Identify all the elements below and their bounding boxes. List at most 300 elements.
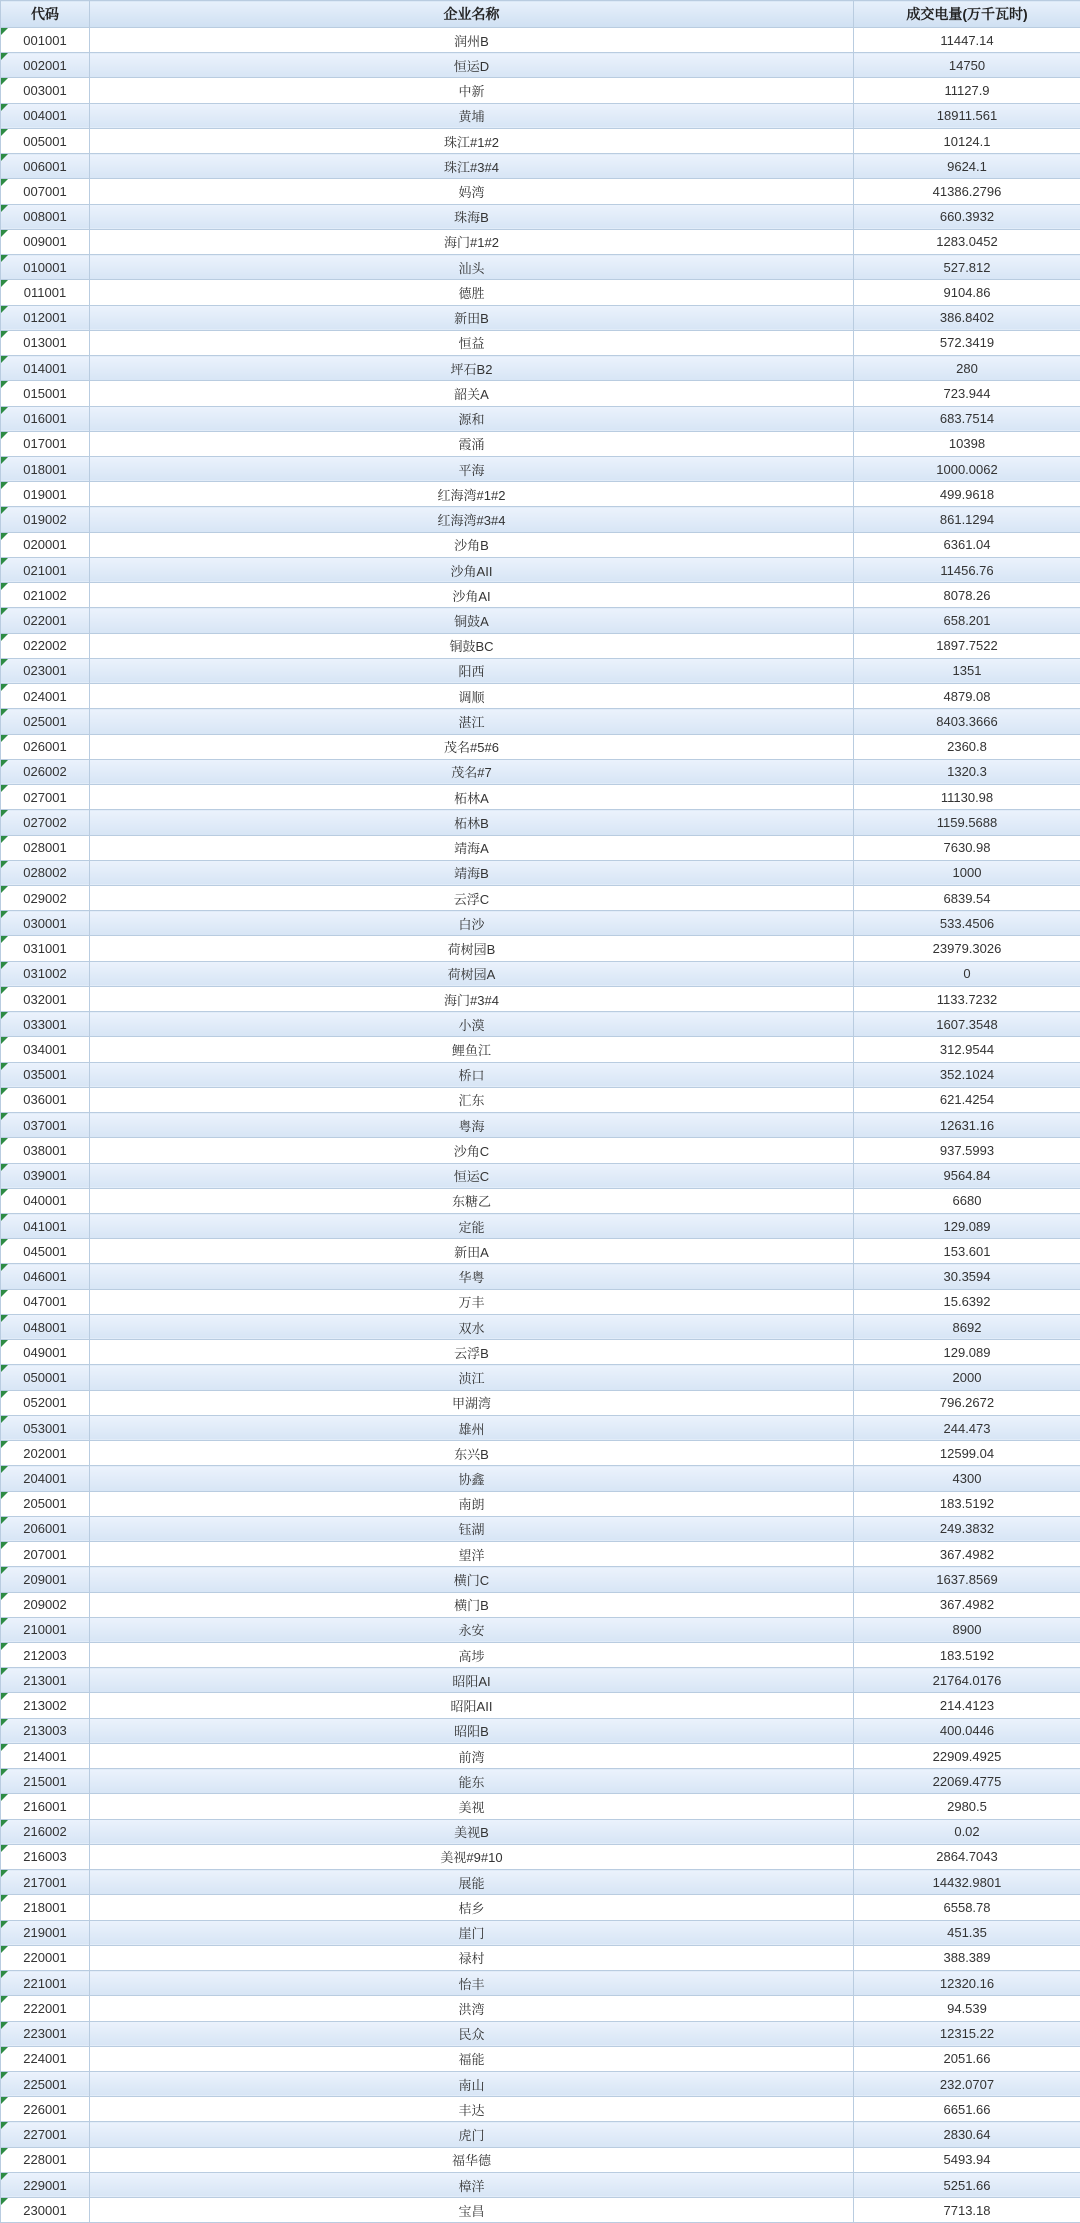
cell-code: 223001	[1, 2021, 90, 2046]
cell-code: 225001	[1, 2071, 90, 2096]
cell-enterprise-name: 恒运D	[90, 53, 854, 78]
cell-code: 220001	[1, 1945, 90, 1970]
cell-traded-volume: 11447.14	[854, 28, 1080, 53]
cell-enterprise-name: 润州B	[90, 28, 854, 53]
cell-enterprise-name: 昭阳B	[90, 1718, 854, 1743]
number-as-text-indicator-icon	[1, 1290, 8, 1297]
cell-code: 214001	[1, 1743, 90, 1768]
number-as-text-indicator-icon	[1, 53, 8, 60]
cell-code: 016001	[1, 406, 90, 431]
number-as-text-indicator-icon	[1, 962, 8, 969]
table-row	[1, 128, 1080, 153]
cell-code: 205001	[1, 1491, 90, 1516]
cell-traded-volume: 7713.18	[854, 2198, 1080, 2223]
number-as-text-indicator-icon	[1, 785, 8, 792]
cell-code: 014001	[1, 356, 90, 381]
cell-enterprise-name: 荷树园B	[90, 936, 854, 961]
number-as-text-indicator-icon	[1, 1668, 8, 1675]
cell-traded-volume: 796.2672	[854, 1390, 1080, 1415]
number-as-text-indicator-icon	[1, 1391, 8, 1398]
table-row	[1, 1516, 1080, 1541]
cell-traded-volume: 937.5993	[854, 1138, 1080, 1163]
cell-traded-volume: 8403.3666	[854, 709, 1080, 734]
cell-code: 031001	[1, 936, 90, 961]
cell-enterprise-name: 横门B	[90, 1592, 854, 1617]
table-row	[1, 1163, 1080, 1188]
cell-enterprise-name: 海门#3#4	[90, 986, 854, 1011]
number-as-text-indicator-icon	[1, 28, 8, 35]
table-row	[1, 1188, 1080, 1213]
cell-traded-volume: 244.473	[854, 1415, 1080, 1440]
cell-traded-volume: 527.812	[854, 255, 1080, 280]
table-row	[1, 557, 1080, 582]
cell-enterprise-name: 望洋	[90, 1542, 854, 1567]
table-row	[1, 2172, 1080, 2197]
cell-code: 210001	[1, 1617, 90, 1642]
table-row	[1, 2046, 1080, 2071]
table-row	[1, 1441, 1080, 1466]
number-as-text-indicator-icon	[1, 1643, 8, 1650]
number-as-text-indicator-icon	[1, 1315, 8, 1322]
cell-traded-volume: 1283.0452	[854, 229, 1080, 254]
number-as-text-indicator-icon	[1, 836, 8, 843]
table-row	[1, 456, 1080, 481]
table-row	[1, 154, 1080, 179]
cell-enterprise-name: 云浮C	[90, 885, 854, 910]
cell-code: 217001	[1, 1870, 90, 1895]
number-as-text-indicator-icon	[1, 1693, 8, 1700]
cell-enterprise-name: 靖海A	[90, 835, 854, 860]
cell-code: 039001	[1, 1163, 90, 1188]
cell-code: 215001	[1, 1769, 90, 1794]
cell-enterprise-name: 虎门	[90, 2122, 854, 2147]
table-row	[1, 734, 1080, 759]
table-row	[1, 1340, 1080, 1365]
cell-code: 216002	[1, 1819, 90, 1844]
number-as-text-indicator-icon	[1, 205, 8, 212]
table-row	[1, 1365, 1080, 1390]
cell-enterprise-name: 沙角AI	[90, 583, 854, 608]
table-row	[1, 1870, 1080, 1895]
table-row	[1, 1012, 1080, 1037]
table-row	[1, 179, 1080, 204]
cell-code: 226001	[1, 2097, 90, 2122]
table-row	[1, 255, 1080, 280]
cell-enterprise-name: 怡丰	[90, 1971, 854, 1996]
cell-code: 207001	[1, 1542, 90, 1567]
cell-traded-volume: 6558.78	[854, 1895, 1080, 1920]
cell-enterprise-name: 民众	[90, 2021, 854, 2046]
cell-code: 219001	[1, 1920, 90, 1945]
cell-code: 218001	[1, 1895, 90, 1920]
table-row	[1, 2147, 1080, 2172]
cell-enterprise-name: 湛江	[90, 709, 854, 734]
cell-traded-volume: 129.089	[854, 1214, 1080, 1239]
cell-traded-volume: 249.3832	[854, 1516, 1080, 1541]
cell-traded-volume: 129.089	[854, 1340, 1080, 1365]
cell-enterprise-name: 小漠	[90, 1012, 854, 1037]
number-as-text-indicator-icon	[1, 1264, 8, 1271]
cell-traded-volume: 0	[854, 961, 1080, 986]
cell-code: 053001	[1, 1415, 90, 1440]
cell-traded-volume: 6651.66	[854, 2097, 1080, 2122]
cell-code: 007001	[1, 179, 90, 204]
cell-enterprise-name: 霞涌	[90, 431, 854, 456]
cell-code: 001001	[1, 28, 90, 53]
cell-traded-volume: 0.02	[854, 1819, 1080, 1844]
cell-traded-volume: 12315.22	[854, 2021, 1080, 2046]
number-as-text-indicator-icon	[1, 2022, 8, 2029]
number-as-text-indicator-icon	[1, 1441, 8, 1448]
number-as-text-indicator-icon	[1, 1593, 8, 1600]
cell-traded-volume: 4879.08	[854, 684, 1080, 709]
cell-traded-volume: 153.601	[854, 1239, 1080, 1264]
cell-code: 034001	[1, 1037, 90, 1062]
cell-enterprise-name: 钰湖	[90, 1516, 854, 1541]
cell-code: 209001	[1, 1567, 90, 1592]
table-row	[1, 810, 1080, 835]
table-row	[1, 936, 1080, 961]
cell-traded-volume: 18911.561	[854, 103, 1080, 128]
cell-code: 046001	[1, 1264, 90, 1289]
table-row	[1, 860, 1080, 885]
cell-code: 040001	[1, 1188, 90, 1213]
cell-traded-volume: 2000	[854, 1365, 1080, 1390]
cell-traded-volume: 14432.9801	[854, 1870, 1080, 1895]
table-header	[1, 1, 1080, 28]
cell-traded-volume: 499.9618	[854, 482, 1080, 507]
cell-enterprise-name: 甲湖湾	[90, 1390, 854, 1415]
number-as-text-indicator-icon	[1, 1340, 8, 1347]
cell-enterprise-name: 美视B	[90, 1819, 854, 1844]
cell-traded-volume: 388.389	[854, 1945, 1080, 1970]
cell-enterprise-name: 协鑫	[90, 1466, 854, 1491]
cell-enterprise-name: 珠海B	[90, 204, 854, 229]
number-as-text-indicator-icon	[1, 608, 8, 615]
number-as-text-indicator-icon	[1, 407, 8, 414]
cell-traded-volume: 400.0446	[854, 1718, 1080, 1743]
cell-enterprise-name: 粤海	[90, 1113, 854, 1138]
cell-traded-volume: 1637.8569	[854, 1567, 1080, 1592]
cell-code: 021001	[1, 557, 90, 582]
number-as-text-indicator-icon	[1, 659, 8, 666]
cell-code: 015001	[1, 381, 90, 406]
table-row	[1, 204, 1080, 229]
cell-code: 022001	[1, 608, 90, 633]
cell-enterprise-name: 红海湾#1#2	[90, 482, 854, 507]
cell-enterprise-name: 福华德	[90, 2147, 854, 2172]
cell-traded-volume: 2830.64	[854, 2122, 1080, 2147]
table-row	[1, 1971, 1080, 1996]
cell-traded-volume: 2360.8	[854, 734, 1080, 759]
cell-enterprise-name: 白沙	[90, 911, 854, 936]
table-row	[1, 709, 1080, 734]
cell-traded-volume: 1000.0062	[854, 456, 1080, 481]
number-as-text-indicator-icon	[1, 936, 8, 943]
cell-code: 019002	[1, 507, 90, 532]
cell-traded-volume: 11456.76	[854, 557, 1080, 582]
cell-enterprise-name: 茂名#7	[90, 759, 854, 784]
cell-code: 028001	[1, 835, 90, 860]
cell-enterprise-name: 万丰	[90, 1289, 854, 1314]
cell-traded-volume: 367.4982	[854, 1592, 1080, 1617]
number-as-text-indicator-icon	[1, 2148, 8, 2155]
cell-traded-volume: 312.9544	[854, 1037, 1080, 1062]
cell-enterprise-name: 南朗	[90, 1491, 854, 1516]
cell-enterprise-name: 平海	[90, 456, 854, 481]
table-row	[1, 1138, 1080, 1163]
cell-enterprise-name: 能东	[90, 1769, 854, 1794]
cell-code: 004001	[1, 103, 90, 128]
table-row	[1, 1693, 1080, 1718]
cell-enterprise-name: 柘林A	[90, 785, 854, 810]
number-as-text-indicator-icon	[1, 1895, 8, 1902]
cell-traded-volume: 23979.3026	[854, 936, 1080, 961]
cell-code: 204001	[1, 1466, 90, 1491]
column-header-volume: 成交电量(万千瓦时)	[854, 1, 1080, 28]
table-row	[1, 1037, 1080, 1062]
header-row	[1, 1, 1080, 28]
cell-traded-volume: 10398	[854, 431, 1080, 456]
table-row	[1, 1920, 1080, 1945]
cell-code: 030001	[1, 911, 90, 936]
table-row	[1, 1743, 1080, 1768]
cell-code: 050001	[1, 1365, 90, 1390]
cell-code: 009001	[1, 229, 90, 254]
number-as-text-indicator-icon	[1, 331, 8, 338]
cell-enterprise-name: 华粤	[90, 1264, 854, 1289]
number-as-text-indicator-icon	[1, 129, 8, 136]
table-row	[1, 1617, 1080, 1642]
cell-code: 033001	[1, 1012, 90, 1037]
cell-enterprise-name: 铜鼓BC	[90, 633, 854, 658]
table-row	[1, 1390, 1080, 1415]
cell-enterprise-name: 珠江#1#2	[90, 128, 854, 153]
number-as-text-indicator-icon	[1, 1517, 8, 1524]
table-row	[1, 1769, 1080, 1794]
table-row	[1, 1466, 1080, 1491]
table-row	[1, 330, 1080, 355]
number-as-text-indicator-icon	[1, 886, 8, 893]
number-as-text-indicator-icon	[1, 533, 8, 540]
cell-traded-volume: 1159.5688	[854, 810, 1080, 835]
cell-enterprise-name: 阳西	[90, 658, 854, 683]
number-as-text-indicator-icon	[1, 356, 8, 363]
table-row	[1, 1945, 1080, 1970]
cell-enterprise-name: 崖门	[90, 1920, 854, 1945]
cell-traded-volume: 683.7514	[854, 406, 1080, 431]
cell-enterprise-name: 丰达	[90, 2097, 854, 2122]
cell-enterprise-name: 茂名#5#6	[90, 734, 854, 759]
cell-enterprise-name: 横门C	[90, 1567, 854, 1592]
cell-traded-volume: 6361.04	[854, 532, 1080, 557]
cell-traded-volume: 11130.98	[854, 785, 1080, 810]
number-as-text-indicator-icon	[1, 432, 8, 439]
number-as-text-indicator-icon	[1, 78, 8, 85]
cell-enterprise-name: 源和	[90, 406, 854, 431]
number-as-text-indicator-icon	[1, 1921, 8, 1928]
table-row	[1, 658, 1080, 683]
table-row	[1, 835, 1080, 860]
cell-traded-volume: 5251.66	[854, 2172, 1080, 2197]
cell-traded-volume: 7630.98	[854, 835, 1080, 860]
cell-traded-volume: 14750	[854, 53, 1080, 78]
table-row	[1, 1542, 1080, 1567]
cell-code: 048001	[1, 1314, 90, 1339]
cell-code: 027001	[1, 785, 90, 810]
table-row	[1, 1895, 1080, 1920]
cell-traded-volume: 6839.54	[854, 885, 1080, 910]
table-row	[1, 431, 1080, 456]
table-row	[1, 1214, 1080, 1239]
cell-traded-volume: 41386.2796	[854, 179, 1080, 204]
cell-enterprise-name: 靖海B	[90, 860, 854, 885]
table-row	[1, 78, 1080, 103]
number-as-text-indicator-icon	[1, 1214, 8, 1221]
cell-enterprise-name: 禄村	[90, 1945, 854, 1970]
number-as-text-indicator-icon	[1, 861, 8, 868]
table-row	[1, 381, 1080, 406]
cell-enterprise-name: 韶关A	[90, 381, 854, 406]
cell-traded-volume: 5493.94	[854, 2147, 1080, 2172]
cell-enterprise-name: 珠江#3#4	[90, 154, 854, 179]
table-row	[1, 785, 1080, 810]
number-as-text-indicator-icon	[1, 1239, 8, 1246]
cell-traded-volume: 6680	[854, 1188, 1080, 1213]
table-row	[1, 28, 1080, 53]
cell-enterprise-name: 恒运C	[90, 1163, 854, 1188]
cell-code: 222001	[1, 1996, 90, 2021]
number-as-text-indicator-icon	[1, 1618, 8, 1625]
cell-enterprise-name: 沙角C	[90, 1138, 854, 1163]
table-row	[1, 1491, 1080, 1516]
table-row	[1, 759, 1080, 784]
cell-traded-volume: 352.1024	[854, 1062, 1080, 1087]
number-as-text-indicator-icon	[1, 1820, 8, 1827]
number-as-text-indicator-icon	[1, 810, 8, 817]
cell-code: 002001	[1, 53, 90, 78]
table-row	[1, 1314, 1080, 1339]
cell-code: 021002	[1, 583, 90, 608]
table-row	[1, 1113, 1080, 1138]
cell-enterprise-name: 荷树园A	[90, 961, 854, 986]
column-header-name: 企业名称	[90, 1, 854, 28]
cell-code: 202001	[1, 1441, 90, 1466]
cell-enterprise-name: 樟洋	[90, 2172, 854, 2197]
table-row	[1, 2198, 1080, 2223]
number-as-text-indicator-icon	[1, 1794, 8, 1801]
cell-traded-volume: 533.4506	[854, 911, 1080, 936]
column-header-code: 代码	[1, 1, 90, 28]
table-row	[1, 633, 1080, 658]
cell-code: 028002	[1, 860, 90, 885]
table-row	[1, 684, 1080, 709]
cell-enterprise-name: 宝昌	[90, 2198, 854, 2223]
table-row	[1, 532, 1080, 557]
cell-code: 224001	[1, 2046, 90, 2071]
cell-code: 227001	[1, 2122, 90, 2147]
cell-enterprise-name: 双水	[90, 1314, 854, 1339]
cell-enterprise-name: 东糖乙	[90, 1188, 854, 1213]
number-as-text-indicator-icon	[1, 2047, 8, 2054]
number-as-text-indicator-icon	[1, 987, 8, 994]
table-row	[1, 911, 1080, 936]
number-as-text-indicator-icon	[1, 306, 8, 313]
cell-enterprise-name: 浈江	[90, 1365, 854, 1390]
cell-code: 011001	[1, 280, 90, 305]
cell-code: 025001	[1, 709, 90, 734]
table-row	[1, 1668, 1080, 1693]
cell-enterprise-name: 红海湾#3#4	[90, 507, 854, 532]
cell-enterprise-name: 永安	[90, 1617, 854, 1642]
table-row	[1, 1289, 1080, 1314]
cell-code: 012001	[1, 305, 90, 330]
number-as-text-indicator-icon	[1, 507, 8, 514]
number-as-text-indicator-icon	[1, 1113, 8, 1120]
number-as-text-indicator-icon	[1, 1719, 8, 1726]
cell-code: 005001	[1, 128, 90, 153]
cell-traded-volume: 22069.4775	[854, 1769, 1080, 1794]
table-row	[1, 1996, 1080, 2021]
cell-enterprise-name: 汇东	[90, 1087, 854, 1112]
cell-traded-volume: 658.201	[854, 608, 1080, 633]
number-as-text-indicator-icon	[1, 1769, 8, 1776]
cell-traded-volume: 8900	[854, 1617, 1080, 1642]
table-row	[1, 2097, 1080, 2122]
table-row	[1, 2021, 1080, 2046]
number-as-text-indicator-icon	[1, 583, 8, 590]
cell-code: 206001	[1, 1516, 90, 1541]
table-row	[1, 1819, 1080, 1844]
table-row	[1, 482, 1080, 507]
table-row	[1, 507, 1080, 532]
table-row	[1, 1087, 1080, 1112]
number-as-text-indicator-icon	[1, 760, 8, 767]
table-row	[1, 53, 1080, 78]
cell-enterprise-name: 福能	[90, 2046, 854, 2071]
cell-traded-volume: 9564.84	[854, 1163, 1080, 1188]
cell-code: 003001	[1, 78, 90, 103]
table-row	[1, 1567, 1080, 1592]
cell-enterprise-name: 雄州	[90, 1415, 854, 1440]
table-row	[1, 1062, 1080, 1087]
number-as-text-indicator-icon	[1, 230, 8, 237]
cell-code: 019001	[1, 482, 90, 507]
cell-enterprise-name: 妈湾	[90, 179, 854, 204]
cell-traded-volume: 621.4254	[854, 1087, 1080, 1112]
cell-code: 038001	[1, 1138, 90, 1163]
number-as-text-indicator-icon	[1, 2198, 8, 2205]
cell-enterprise-name: 新田B	[90, 305, 854, 330]
cell-code: 027002	[1, 810, 90, 835]
cell-traded-volume: 280	[854, 356, 1080, 381]
number-as-text-indicator-icon	[1, 1996, 8, 2003]
cell-traded-volume: 1320.3	[854, 759, 1080, 784]
table-row	[1, 608, 1080, 633]
cell-enterprise-name: 柘林B	[90, 810, 854, 835]
cell-enterprise-name: 沙角B	[90, 532, 854, 557]
cell-code: 031002	[1, 961, 90, 986]
number-as-text-indicator-icon	[1, 1063, 8, 1070]
cell-code: 022002	[1, 633, 90, 658]
number-as-text-indicator-icon	[1, 1845, 8, 1852]
table-row	[1, 406, 1080, 431]
cell-enterprise-name: 坪石B2	[90, 356, 854, 381]
number-as-text-indicator-icon	[1, 457, 8, 464]
cell-code: 213003	[1, 1718, 90, 1743]
cell-code: 024001	[1, 684, 90, 709]
number-as-text-indicator-icon	[1, 381, 8, 388]
